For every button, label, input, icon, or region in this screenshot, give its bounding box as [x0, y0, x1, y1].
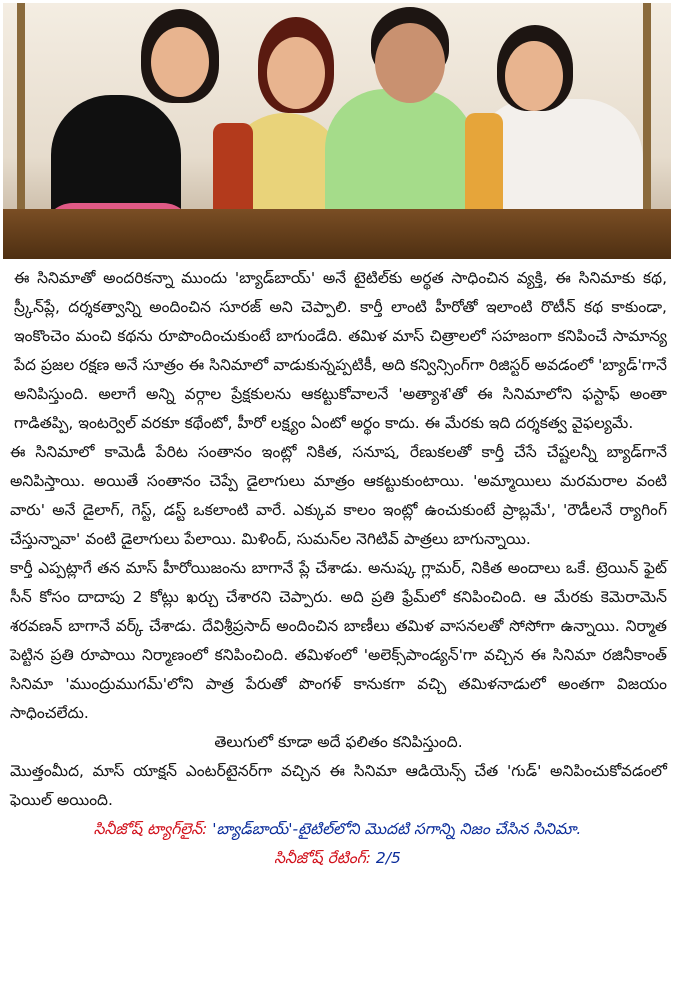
review-paragraph-3: కార్తీ ఎప్పట్లాగే తన మాస్‌ హీరోయిజంను బాగానే ప్లే చేశాడు. అనుష్క గ్లామర్‌, నికిత అందాలు ఒకే. ట్రెయిన్‌ ఫైట్‌ సీన్‌ కోసం దాదాపు 2 కోట్లు ఖర్చు చేశారని చెప్పారు. అది ప్రతి ఫ్రేమ్‌లో కనిపించింది. ఆ మేరకు కెమెరామెన్‌ శరవణన్‌ బాగానే వర్క్‌ చేశాడు. దేవిశ్రీప్రసాద్‌ అందించిన బాణీలు తమిళ వాసనలతో సోసోగా ఉన్నాయి. నిర్మాత పెట్టిన ప్రతి రూపాయి నిర్మాణంలో కనిపించింది. తమిళంలో 'అలెక్స్‌పాండ్యన్‌'గా వచ్చిన ఈ సినిమా రజినీకాంత్‌ సినిమా 'ముంద్రుముగమ్‌'లోని పాత్ర పేరుతో పొంగళ్‌ కానుకగా వచ్చి తమిళనాడులో అంతగా విజయం సాధించలేదు.	[10, 559, 667, 722]
review-paragraph-2: ఈ సినిమాలో కామెడీ పేరిట సంతానం ఇంట్లో నికిత, సనూష, రేణుకలతో కార్తీ చేసే చేష్టలన్నీ బ్యాడ్‌గానే అనిపిస్తాయి. అయితే సంతానం చెప్పే డైలాగులు మాత్రం ఆకట్టుకుంటాయి. 'అమ్మాయిలు మరమరాల వంటి వారు' అనే డైలాగ్‌, గెస్ట్‌, డస్ట్‌ ఒకలాంటి వారే. ఎక్కువ కాలం ఇంట్లో ఉంచుకుంటే ప్రాబ్లమే', 'రౌడీలనే ర్యాగింగ్‌ చేస్తున్నావా' వంటి డైలాగులు పేలాయి. మిళింద్‌, సుమన్‌ల నెగిటివ్‌ పాత్రలు బాగున్నాయి.	[10, 443, 667, 548]
tagline-text: 'బ్యాడ్‌బాయ్‌'-టైటిల్‌లోని మొదటి సగాన్ని నిజం చేసిన సినిమా.	[212, 820, 582, 838]
review-paragraph-1: ఈ సినిమాతో అందరికన్నా ముందు 'బ్యాడ్‌బాయ్‌' అనే టైటిల్‌కు అర్థత సాధించిన వ్యక్తి, ఈ సినిమాకు కథ, స్ర్కీన్‌ప్లే, దర్శకత్వాన్ని అందించిన సూరజ్‌ అని చెప్పాలి. కార్తీ లాంటి హీరోతో ఇలాంటి రొటీన్‌ కథ కాకుండా, ఇంకొంచెం మంచి కథను రూపొందించుకుంటే బాగుండేది. తమిళ మాస్‌ చిత్రాలలో సహజంగా కనిపించే సామాన్య పేద ప్రజల రక్షణ అనే సూత్రం ఈ సినిమాలో వాడుకున్నప్పటికీ, అది కన్విన్సింగ్‌గా రిజిస్టర్‌ అవడంలో 'బ్యాడ్‌'గానే అనిపిస్తుంది. అలాగే అన్ని వర్గాల ప్రేక్షకులను ఆకట్టుకోవాలనే 'అత్యాశ'తో ఈ సినిమాలోని ఫస్టాఫ్‌ అంతా గాడితప్పి, ఇంటర్వెల్‌ వరకూ కథేంటో, హీరో లక్ష్యం ఏంటో అర్థం కాదు. ఈ మేరకు ఇది దర్శకత్వ వైఫల్యమే.	[14, 269, 667, 432]
rating-label: సినీజోష్‌ రేటింగ్‌:	[274, 849, 371, 867]
review-paragraph-5: మొత్తంమీద, మాస్‌ యాక్షన్‌ ఎంటర్‌టైనర్‌గా వచ్చిన ఈ సినిమా ఆడియెన్స్‌ చేత 'గుడ్‌' అనిపించుకోవడంలో ఫెయిల్‌ అయింది.	[10, 762, 667, 809]
tagline-label: సినీజోష్‌ ట్యాగ్‌లైన్‌:	[93, 820, 208, 838]
rating	[0, 844, 675, 873]
swing-seat	[3, 209, 671, 259]
rating-value: 2/5	[375, 849, 401, 867]
review-paragraph-4: తెలుగులో కూడా అదే ఫలితం కనిపిస్తుంది.	[214, 733, 463, 751]
review-text	[0, 264, 675, 873]
movie-still-photo	[3, 3, 671, 259]
tagline	[0, 815, 675, 844]
